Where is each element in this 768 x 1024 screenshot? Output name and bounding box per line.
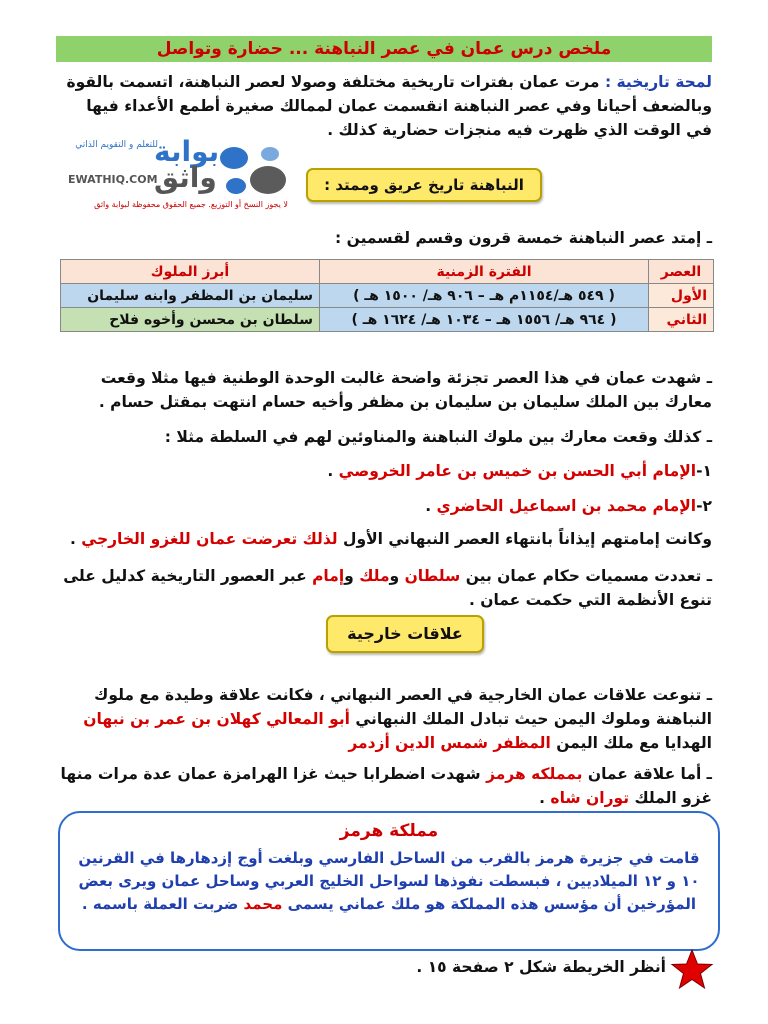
hormuz-text: شهدت اضطرابا حيث غزا الهرامزة عمان عدة مرات منها غزو الملك	[60, 765, 712, 807]
first-era-end-paragraph: وكانت إمامتهم إيذاناً بانتهاء العصر النبهاني الأول لذلك تعرضت عمان للغزو الخارجي .	[69, 530, 712, 548]
end-highlight: لذلك تعرضت عمان للغزو الخارجي	[81, 530, 338, 548]
titles-text: ـ تعددت مسميات حكام عمان بين	[460, 567, 712, 585]
page-title: ملخص درس عمان في عصر النباهنة ... حضارة وتواصل	[56, 36, 712, 62]
table-header-row	[61, 260, 714, 284]
hormuz-text: .	[539, 789, 551, 807]
table-cell-era: الأول	[649, 284, 714, 308]
eras-table	[60, 259, 714, 332]
logo-tagline: للتعلم و التقويم الذاتي	[75, 140, 158, 150]
title-malik: ملك	[359, 567, 390, 585]
map-reference-note: أنظر الخريطة شكل ٢ صفحة ١٥ .	[416, 958, 666, 976]
table-cell-period: ( ٩٦٤ هـ/ ١٥٥٦ هـ – ١٠٣٤ هـ/ ١٦٢٤ هـ )	[320, 308, 649, 332]
table-cell-kings: سليمان بن المظفر وابنه سليمان	[61, 284, 320, 308]
table-row	[61, 284, 714, 308]
table-row	[61, 308, 714, 332]
logo-word-2: واثق	[154, 161, 217, 194]
end-text: وكانت إمامتهم إيذاناً بانتهاء العصر النبهاني الأول	[337, 530, 712, 548]
yemen-text: ـ تنوعت علاقات عمان الخارجية في العصر النبهاني ، فكانت علاقة وطيدة مع ملوك النباهنة وملوك اليمن حيث تبادل الملك النبهاني	[94, 686, 712, 728]
logo-word-1: بوابة	[154, 135, 220, 168]
imam-name: الإمام محمد بن اسماعيل الحاضري	[436, 497, 697, 515]
imams-intro: ـ كذلك وقعت معارك بين ملوك النباهنة والمناوئين لهم في السلطة مثلا :	[164, 428, 712, 446]
logo-symbol-icon	[210, 140, 294, 202]
imam-name: الإمام أبي الحسن بن خميس بن عامر الخروصي	[338, 462, 697, 480]
imam-item-2: ٢-الإمام محمد بن اسماعيل الحاضري .	[425, 497, 712, 515]
ruler-titles-paragraph	[56, 564, 712, 612]
imam-number: ١-	[696, 462, 712, 480]
hormuz-box-text: ضربت العملة باسمه .	[81, 895, 244, 913]
yemen-text: الهدايا مع ملك اليمن	[550, 734, 712, 752]
hormuz-king-name: توران شاه	[550, 789, 630, 807]
intro-paragraph	[56, 70, 712, 142]
logo-rights: لا يجوز النسخ أو التوزيع. جميع الحقوق محفوظة لبوابة واثق	[94, 200, 288, 209]
table-cell-era: الثاني	[649, 308, 714, 332]
intro-lead: لمحة تاريخية :	[604, 73, 712, 91]
section-box-nabahina-history: النباهنة تاريخ عريق وممتد :	[306, 168, 542, 202]
hormuz-box-body	[60, 841, 718, 916]
hormuz-kingdom-name: بمملكه هرمز	[486, 765, 583, 783]
hormuz-box-text: قامت في جزيرة هرمز بالقرب من الساحل الفارسي وبلغت أوج إزدهارها في القرنين ١٠ و ١٢ الميلاديين ، فبسطت نفوذها لسواحل الخليج العربي وساحل عمان ويرى بعض المؤرخين أن مؤسس هذه المملكة هو ملك عماني يسمى	[78, 849, 700, 913]
table-header-cell: الفترة الزمنية	[320, 260, 649, 284]
titles-text: و	[389, 567, 405, 585]
yemen-king-name: أبو المعالي كهلان بن عمر بن نبهان	[83, 710, 350, 728]
section-box-foreign-relations: علاقات خارجية	[326, 615, 484, 653]
logo-domain: EWATHIQ.COM	[68, 173, 158, 186]
ewathiq-logo	[62, 136, 298, 214]
table-header-cell: العصر	[649, 260, 714, 284]
hormuz-text: ـ أما علاقة عمان	[582, 765, 712, 783]
imam-item-1: ١-الإمام أبي الحسن بن خميس بن عامر الخروصي .	[327, 462, 712, 480]
table-header-cell: أبرز الملوك	[61, 260, 320, 284]
battles-paragraph: ـ شهدت عمان في هذا العصر تجزئة واضحة غالبت الوحدة الوطنية فيها مثلا وقعت معارك بين الملك سليمان بن سليمان بن مظفر وأخيه حسام انتهت بمقتل حسام .	[98, 369, 712, 411]
title-imam: إمام	[312, 567, 345, 585]
star-icon	[670, 948, 714, 992]
hormuz-info-box	[58, 811, 720, 951]
yemen-ruler-name: المظفر شمس الدين أزدمر	[348, 734, 551, 752]
era-span-line: ـ إمتد عصر النباهنة خمسة قرون وقسم لقسمين :	[335, 229, 712, 247]
hormuz-relations-paragraph	[56, 762, 712, 810]
title-sultan: سلطان	[404, 567, 461, 585]
titles-text: عبر العصور التاريخية كدليل على تنوع الأنظمة التي حكمت عمان .	[63, 567, 712, 609]
yemen-relations-paragraph	[56, 683, 712, 755]
intro-text: مرت عمان بفترات تاريخية مختلفة وصولا لعصر النباهنة، اتسمت بالقوة وبالضعف أحيانا وفي عصر النباهنة انقسمت عمان لممالك صغيرة أطمع الأعداء فيها في الوقت الذي ظهرت فيه منجزات حضارية كذلك .	[66, 73, 712, 139]
hormuz-box-title: مملكة هرمز	[339, 821, 439, 841]
titles-text: و	[344, 567, 360, 585]
table-cell-period: ( ٥٤٩ هـ/١١٥٤م هـ – ٩٠٦ هـ/ ١٥٠٠ هـ )	[320, 284, 649, 308]
table-cell-kings: سلطان بن محسن وأخوه فلاح	[61, 308, 320, 332]
imam-number: ٢-	[696, 497, 712, 515]
hormuz-founder-name: محمد	[243, 895, 283, 913]
